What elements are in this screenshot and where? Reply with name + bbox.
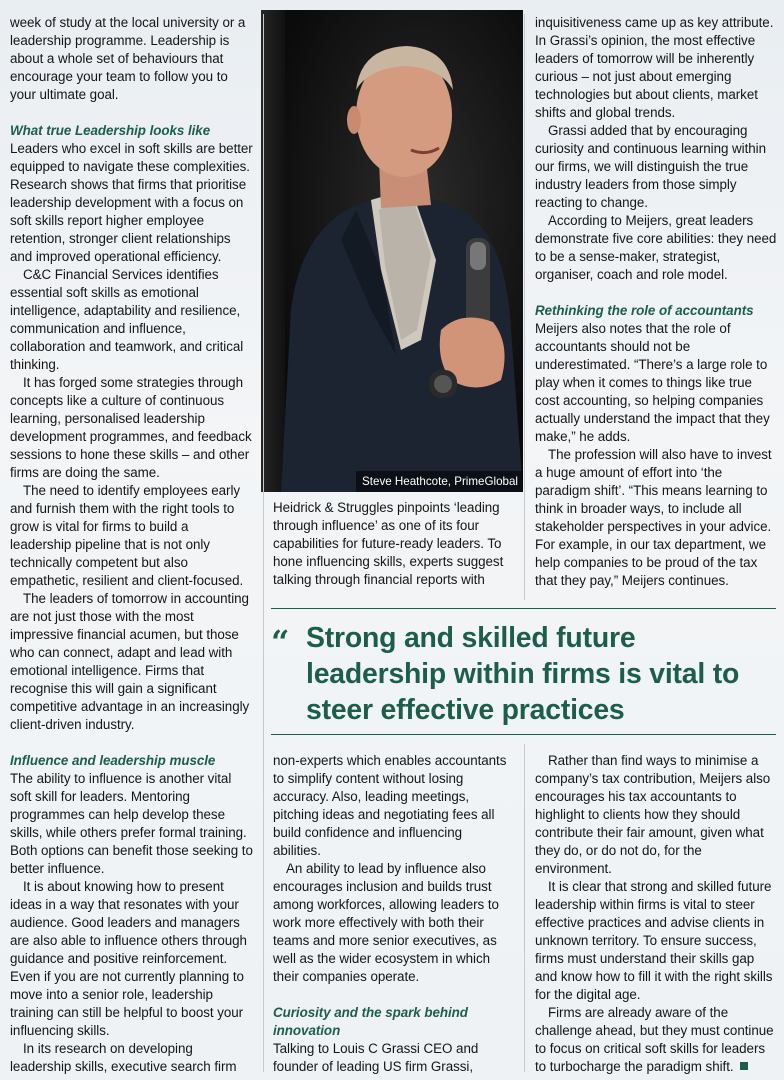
paragraph: An ability to lead by influence also encourages inclusion and builds trust among workforces, allowing leaders to work more effectively with both their teams and more senior executives, as well as the wider ecosystem in which their companies operate. [273,861,499,984]
paragraph: Rather than find ways to minimise a company’s tax contribution, Meijers also encourages his tax accountants to highlight to clients how they should contribute their fair amount, given what they do, or do not do, for the environment. [535,753,771,876]
column-1 [10,14,253,1076]
paragraph: week of study at the local university or a leadership programme. Leadership is about a whole set of behaviours that encourage your team to follow you to your ultimate goal. [10,15,246,102]
paragraph: Leaders who excel in soft skills are better equipped to navigate these complexities. Research shows that firms that prioritise leadership development with a focus on soft skills report higher employee retention, stronger client relationships and improved operational efficiency. [10,141,253,264]
paragraph: inquisitiveness came up as key attribute. In Grassi’s opinion, the most effective leaders of tomorrow will be inherently curious – not just about emerging technologies but about clients, market shifts and global trends. [535,15,774,120]
section-heading: What true Leadership looks like [10,123,211,138]
pull-quote: Strong and skilled future leadership within firms is vital to steer effective practices [306,622,740,726]
quote-mark-icon: “ [271,623,290,661]
column-2-top [273,499,513,589]
paragraph: According to Meijers, great leaders demonstrate five core abilities: they need to be a sense-maker, strategist, organiser, coach and role model. [535,213,777,282]
paragraph: The ability to influence is another vital soft skill for leaders. Mentoring programmes can help develop these skills, while others prefer formal training. Both options can benefit those seeking to better influence. [10,771,253,876]
section-heading: Curiosity and the spark behind innovation [273,1005,468,1038]
paragraph: It is clear that strong and skilled future leadership within firms is vital to steer effective practices and advise clients in unknown territory. To ensure success, firms must understand their skills gap and know how to fill it with the right skills for the digital age. [535,879,773,1002]
speaker-illustration [261,10,523,492]
section-heading: Influence and leadership muscle [10,753,216,768]
column-divider [524,744,525,1072]
paragraph: The leaders of tomorrow in accounting are not just those with the most impressive financial acumen, but those who can connect, adapt and lead with emotional intelligence. Firms that recognise this will gain a significant competitive advantage in an increasingly client-driven industry. [10,591,250,732]
paragraph: The need to identify employees early and furnish them with the right tools to grow is vital for firms to build a leadership pipeline that is not only technically competent but also empathetic, resilient and client-focused. [10,483,244,588]
column-3-bottom [535,752,777,1076]
photo-caption: Steve Heathcote, PrimeGlobal [356,471,523,492]
column-divider [263,14,264,1072]
paragraph: It is about knowing how to present ideas in a way that resonates with your audience. Good leaders and managers are also able to influence others through guidance and positive reinforcement. Even if you are not currently planning to move into a senior role, leadership training can still be helpful to boost your influencing skills. [10,879,247,1038]
column-3-top [535,14,777,590]
section-heading: Rethinking the role of accountants [535,303,754,318]
column-divider [524,14,525,600]
paragraph: C&C Financial Services identifies essential soft skills as emotional intelligence, adaptability and resilience, communication and influence, collaboration and teamwork, and critical thinking. [10,267,244,372]
paragraph: It has forged some strategies through concepts like a culture of continuous learning, personalised leadership development programmes, and feedback sessions to hone these skills – and other firms are doing the same. [10,375,252,480]
closing-sentence: Firms are already aware of the challenge ahead, but they must continue to focus on critical soft skills for leaders to turbocharge the paradigm shift. [535,1005,774,1074]
paragraph: Meijers also notes that the role of accountants should not be underestimated. “There’s a large role to play when it comes to things like true cost accounting, so helping companies actually understand the impact that they make,” he adds. [535,321,770,444]
paragraph: Heidrick & Struggles pinpoints ‘leading through influence’ as one of its four capabilities for future-ready leaders. To hone influencing skills, experts suggest talking through financial reports with [273,500,504,587]
paragraph [535,1004,777,1076]
column-2-bottom [273,752,513,1076]
paragraph: In its research on developing leadership skills, executive search firm [10,1041,237,1074]
paragraph: Grassi added that by encouraging curiosity and continuous learning within our firms, we will distinguish the true industry leaders from those simply reacting to change. [535,123,766,210]
paragraph: Talking to Louis C Grassi CEO and founder of leading US firm Grassi, [273,1041,479,1074]
pull-quote-rule-top [271,608,776,609]
paragraph: The profession will also have to invest a huge amount of effort into ‘the paradigm shift’. “This means learning to think in broader ways, to include all stakeholder perspectives in your advice. For example, in our tax department, we help companies to be proud of the tax that they pay,” Meijers continues. [535,447,772,588]
pull-quote-rule-bottom [271,734,776,735]
paragraph: non-experts which enables accountants to simplify content without losing accuracy. Also, leading meetings, pitching ideas and negotiating fees all build confidence and influencing abilities. [273,753,507,858]
end-mark-icon [740,1062,748,1070]
speaker-photo [261,10,523,492]
